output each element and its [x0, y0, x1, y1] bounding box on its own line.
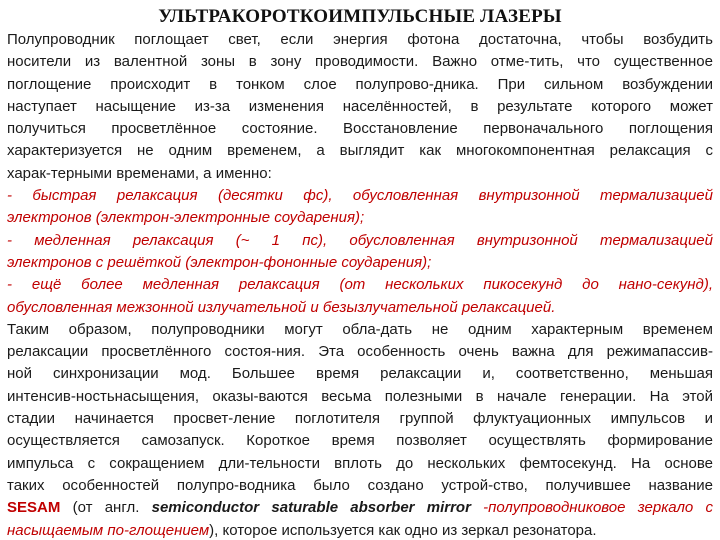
sesam-term: SESAM	[7, 499, 61, 517]
text-line: таких особенностей полупро-водника было создано устрой-ство, получившее название	[7, 476, 713, 494]
sesam-english: semiconductor saturable absorber mirror	[151, 499, 471, 517]
text-line: интенсив-ностьнасыщения, оказы-ваются весьма полезными в начале генерации. На этой	[7, 387, 713, 405]
text-line: осуществляется самозапуск. Короткое время позволяет осуществлять формирование	[7, 432, 713, 450]
relaxation-slow-line-cont: электронов с решёткой (электрон-фононные соударения);	[7, 253, 432, 271]
text-line: харак-терными временами, а именно:	[7, 164, 272, 182]
sesam-line	[7, 497, 713, 519]
text-line: импульса с сокращением дли-тельности вплоть до нескольких фемтосекунд. На основе	[7, 454, 713, 472]
text-line: стадии начинается просвет-ление поглотителя группой флуктуационных импульсов и	[7, 410, 713, 428]
relaxation-fast-line-cont: электронов (электрон-электронные соударения);	[7, 209, 365, 227]
slide-title: УЛЬТРАКОРОТКОИМПУЛЬСНЫЕ ЛАЗЕРЫ	[158, 6, 562, 27]
relaxation-slowest-line: - ещё более медленная релаксация (от нескольких пикосекунд до нано-секунд),	[7, 276, 713, 294]
final-close: ), которое используется как одно из зеркал резонатора.	[209, 521, 597, 539]
text-line: релаксации просветлённого состоя-ния. Эта особенность очень важна для режимапассив-	[7, 343, 713, 361]
final-russian: насыщаемым по-глощением	[7, 521, 210, 539]
text-line: наступает насыщение из-за изменения населённостей, в результате которого может	[7, 97, 713, 115]
text-line: Таким образом, полупроводники могут обла-дать не одним характерным временем	[7, 320, 713, 338]
text-line: характеризуется не одним временем, а выглядит как многокомпонентная релаксация с	[7, 142, 713, 160]
sesam-open: (от англ.	[60, 499, 152, 517]
text-line: получиться просветлённое состояние. Восстановление первоначального поглощения	[7, 120, 713, 138]
final-line	[7, 520, 713, 540]
relaxation-slow-line: - медленная релаксация (~ 1 пс), обусловленная внутризонной термализацией	[7, 231, 713, 249]
relaxation-slowest-line-cont: обусловленная межзонной излучательной и безызлучательной релаксацией.	[7, 298, 556, 316]
text-line: носители из валентной зоны в зону проводимости. Важно отме-тить, что существенное	[7, 53, 713, 71]
text-line: Полупроводник поглощает свет, если энергия фотона достаточна, чтобы возбудить	[7, 31, 713, 48]
sesam-russian: -полупроводниковое зеркало с	[470, 499, 713, 517]
relaxation-fast-line: - быстрая релаксация (десятки фс), обусловленная внутризонной термализацией	[7, 187, 713, 205]
text-line: ной синхронизации мод. Большее время релаксации и, соответственно, меньшая	[7, 365, 713, 383]
slide-body	[7, 29, 713, 540]
text-line: поглощение происходит в тонком слое полупрово-дника. При сильном возбуждении	[7, 75, 713, 93]
